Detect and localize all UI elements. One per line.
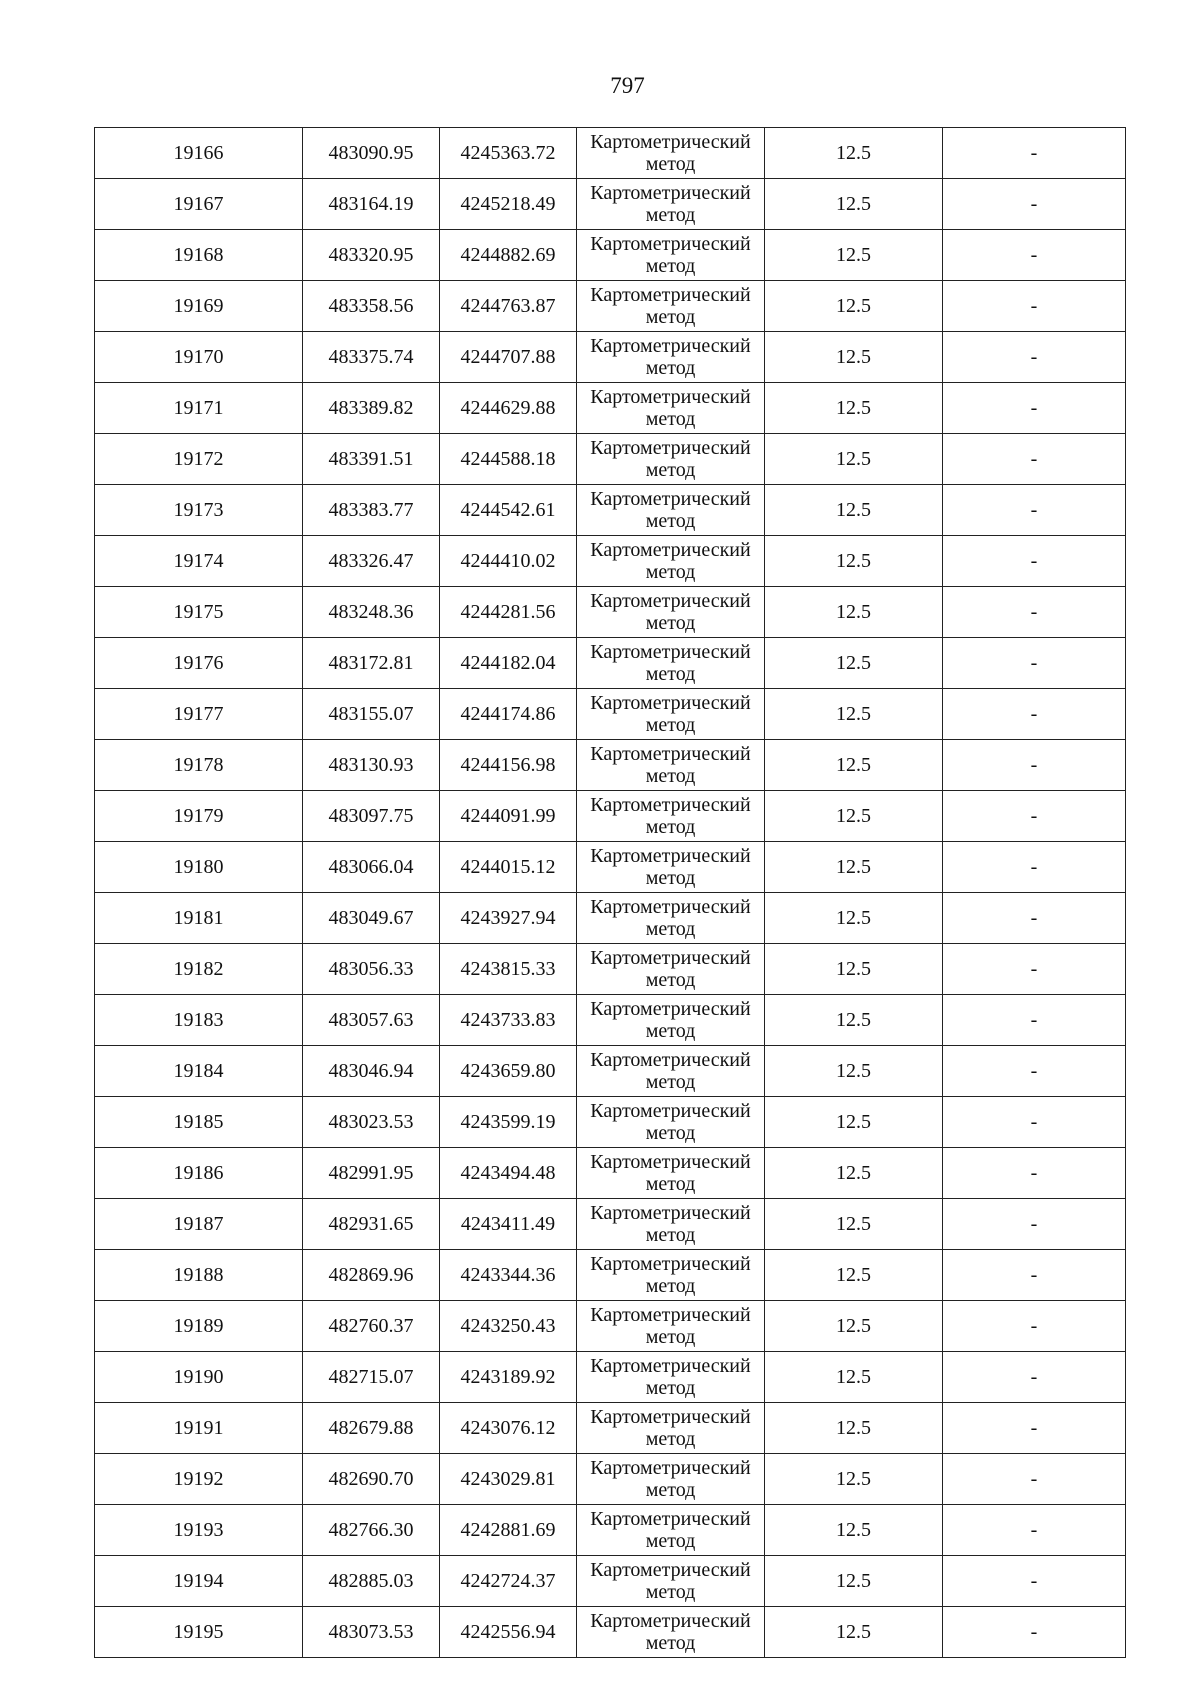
y-coordinate-cell: 4244156.98 bbox=[440, 740, 577, 791]
precision-cell: 12.5 bbox=[765, 536, 943, 587]
method-cell bbox=[577, 1250, 765, 1301]
precision-cell: 12.5 bbox=[765, 638, 943, 689]
y-coordinate-cell: 4243076.12 bbox=[440, 1403, 577, 1454]
coordinates-table bbox=[94, 127, 1126, 1658]
method-cell bbox=[577, 536, 765, 587]
x-coordinate-cell: 483383.77 bbox=[303, 485, 440, 536]
page-number: 797 bbox=[610, 73, 645, 98]
x-coordinate-cell: 482690.70 bbox=[303, 1454, 440, 1505]
table-row bbox=[95, 1097, 1126, 1148]
method-line-2: метод bbox=[645, 204, 696, 226]
y-coordinate-cell: 4243411.49 bbox=[440, 1199, 577, 1250]
table-row bbox=[95, 332, 1126, 383]
point-id-cell: 19188 bbox=[95, 1250, 303, 1301]
coordinates-table-container bbox=[94, 127, 1125, 1658]
method-line-2: метод bbox=[645, 1275, 696, 1297]
method-line-2: метод bbox=[645, 1632, 696, 1654]
method-cell bbox=[577, 1505, 765, 1556]
method-line-1: Картометрический bbox=[590, 590, 751, 612]
y-coordinate-cell: 4243250.43 bbox=[440, 1301, 577, 1352]
x-coordinate-cell: 482869.96 bbox=[303, 1250, 440, 1301]
table-row bbox=[95, 1250, 1126, 1301]
point-id-cell: 19166 bbox=[95, 128, 303, 179]
method-cell bbox=[577, 1301, 765, 1352]
method-line-2: метод bbox=[645, 408, 696, 430]
point-id-cell: 19176 bbox=[95, 638, 303, 689]
point-id-cell: 19183 bbox=[95, 995, 303, 1046]
precision-cell: 12.5 bbox=[765, 485, 943, 536]
x-coordinate-cell: 483248.36 bbox=[303, 587, 440, 638]
note-cell: - bbox=[943, 1148, 1126, 1199]
y-coordinate-cell: 4243599.19 bbox=[440, 1097, 577, 1148]
method-cell bbox=[577, 587, 765, 638]
y-coordinate-cell: 4243733.83 bbox=[440, 995, 577, 1046]
method-line-2: метод bbox=[645, 459, 696, 481]
method-line-1: Картометрический bbox=[590, 1406, 751, 1428]
y-coordinate-cell: 4244182.04 bbox=[440, 638, 577, 689]
table-row bbox=[95, 740, 1126, 791]
x-coordinate-cell: 483164.19 bbox=[303, 179, 440, 230]
point-id-cell: 19178 bbox=[95, 740, 303, 791]
note-cell: - bbox=[943, 1199, 1126, 1250]
y-coordinate-cell: 4242556.94 bbox=[440, 1607, 577, 1658]
table-row bbox=[95, 587, 1126, 638]
y-coordinate-cell: 4242881.69 bbox=[440, 1505, 577, 1556]
method-cell bbox=[577, 1046, 765, 1097]
note-cell: - bbox=[943, 740, 1126, 791]
y-coordinate-cell: 4243815.33 bbox=[440, 944, 577, 995]
y-coordinate-cell: 4243029.81 bbox=[440, 1454, 577, 1505]
point-id-cell: 19181 bbox=[95, 893, 303, 944]
x-coordinate-cell: 482760.37 bbox=[303, 1301, 440, 1352]
y-coordinate-cell: 4244707.88 bbox=[440, 332, 577, 383]
method-line-2: метод bbox=[645, 714, 696, 736]
note-cell: - bbox=[943, 1403, 1126, 1454]
note-cell: - bbox=[943, 1505, 1126, 1556]
x-coordinate-cell: 483155.07 bbox=[303, 689, 440, 740]
method-cell bbox=[577, 281, 765, 332]
x-coordinate-cell: 483066.04 bbox=[303, 842, 440, 893]
precision-cell: 12.5 bbox=[765, 230, 943, 281]
note-cell: - bbox=[943, 995, 1126, 1046]
precision-cell: 12.5 bbox=[765, 1556, 943, 1607]
method-line-1: Картометрический bbox=[590, 794, 751, 816]
table-row bbox=[95, 536, 1126, 587]
point-id-cell: 19172 bbox=[95, 434, 303, 485]
method-line-1: Картометрический bbox=[590, 1151, 751, 1173]
method-line-1: Картометрический bbox=[590, 1202, 751, 1224]
method-line-1: Картометрический bbox=[590, 335, 751, 357]
point-id-cell: 19177 bbox=[95, 689, 303, 740]
method-line-1: Картометрический bbox=[590, 947, 751, 969]
point-id-cell: 19173 bbox=[95, 485, 303, 536]
table-row bbox=[95, 995, 1126, 1046]
method-line-2: метод bbox=[645, 612, 696, 634]
point-id-cell: 19169 bbox=[95, 281, 303, 332]
method-line-1: Картометрический bbox=[590, 1100, 751, 1122]
point-id-cell: 19175 bbox=[95, 587, 303, 638]
precision-cell: 12.5 bbox=[765, 1454, 943, 1505]
method-line-2: метод bbox=[645, 1173, 696, 1195]
method-line-1: Картометрический bbox=[590, 1610, 751, 1632]
x-coordinate-cell: 483375.74 bbox=[303, 332, 440, 383]
note-cell: - bbox=[943, 1250, 1126, 1301]
method-cell bbox=[577, 383, 765, 434]
method-line-1: Картометрический bbox=[590, 1559, 751, 1581]
note-cell: - bbox=[943, 1046, 1126, 1097]
y-coordinate-cell: 4244542.61 bbox=[440, 485, 577, 536]
method-line-1: Картометрический bbox=[590, 284, 751, 306]
table-row bbox=[95, 893, 1126, 944]
point-id-cell: 19184 bbox=[95, 1046, 303, 1097]
point-id-cell: 19190 bbox=[95, 1352, 303, 1403]
precision-cell: 12.5 bbox=[765, 1097, 943, 1148]
note-cell: - bbox=[943, 1097, 1126, 1148]
table-row bbox=[95, 1301, 1126, 1352]
table-row bbox=[95, 1607, 1126, 1658]
note-cell: - bbox=[943, 893, 1126, 944]
y-coordinate-cell: 4243927.94 bbox=[440, 893, 577, 944]
method-line-2: метод bbox=[645, 1530, 696, 1552]
method-line-1: Картометрический bbox=[590, 182, 751, 204]
table-row bbox=[95, 230, 1126, 281]
point-id-cell: 19189 bbox=[95, 1301, 303, 1352]
method-line-2: метод bbox=[645, 153, 696, 175]
method-line-2: метод bbox=[645, 510, 696, 532]
table-row bbox=[95, 791, 1126, 842]
method-cell bbox=[577, 740, 765, 791]
y-coordinate-cell: 4244410.02 bbox=[440, 536, 577, 587]
method-cell bbox=[577, 1556, 765, 1607]
method-line-1: Картометрический bbox=[590, 845, 751, 867]
method-line-2: метод bbox=[645, 1581, 696, 1603]
method-line-1: Картометрический bbox=[590, 1355, 751, 1377]
method-line-1: Картометрический bbox=[590, 1253, 751, 1275]
precision-cell: 12.5 bbox=[765, 740, 943, 791]
method-line-2: метод bbox=[645, 1071, 696, 1093]
precision-cell: 12.5 bbox=[765, 1403, 943, 1454]
x-coordinate-cell: 483090.95 bbox=[303, 128, 440, 179]
note-cell: - bbox=[943, 383, 1126, 434]
method-line-2: метод bbox=[645, 1377, 696, 1399]
method-line-2: метод bbox=[645, 1479, 696, 1501]
method-cell bbox=[577, 893, 765, 944]
precision-cell: 12.5 bbox=[765, 842, 943, 893]
y-coordinate-cell: 4244763.87 bbox=[440, 281, 577, 332]
method-line-2: метод bbox=[645, 969, 696, 991]
point-id-cell: 19195 bbox=[95, 1607, 303, 1658]
precision-cell: 12.5 bbox=[765, 689, 943, 740]
x-coordinate-cell: 483073.53 bbox=[303, 1607, 440, 1658]
note-cell: - bbox=[943, 434, 1126, 485]
precision-cell: 12.5 bbox=[765, 1046, 943, 1097]
note-cell: - bbox=[943, 230, 1126, 281]
point-id-cell: 19194 bbox=[95, 1556, 303, 1607]
x-coordinate-cell: 482885.03 bbox=[303, 1556, 440, 1607]
x-coordinate-cell: 483391.51 bbox=[303, 434, 440, 485]
precision-cell: 12.5 bbox=[765, 1301, 943, 1352]
table-row bbox=[95, 842, 1126, 893]
table-row bbox=[95, 281, 1126, 332]
y-coordinate-cell: 4244629.88 bbox=[440, 383, 577, 434]
x-coordinate-cell: 483056.33 bbox=[303, 944, 440, 995]
x-coordinate-cell: 483172.81 bbox=[303, 638, 440, 689]
note-cell: - bbox=[943, 944, 1126, 995]
table-row bbox=[95, 1352, 1126, 1403]
method-line-2: метод bbox=[645, 1224, 696, 1246]
note-cell: - bbox=[943, 587, 1126, 638]
y-coordinate-cell: 4243494.48 bbox=[440, 1148, 577, 1199]
precision-cell: 12.5 bbox=[765, 281, 943, 332]
point-id-cell: 19180 bbox=[95, 842, 303, 893]
table-row bbox=[95, 485, 1126, 536]
note-cell: - bbox=[943, 638, 1126, 689]
method-cell bbox=[577, 1148, 765, 1199]
point-id-cell: 19187 bbox=[95, 1199, 303, 1250]
note-cell: - bbox=[943, 1454, 1126, 1505]
method-cell bbox=[577, 1607, 765, 1658]
method-line-1: Картометрический bbox=[590, 1304, 751, 1326]
method-line-1: Картометрический bbox=[590, 692, 751, 714]
method-cell bbox=[577, 1352, 765, 1403]
y-coordinate-cell: 4243189.92 bbox=[440, 1352, 577, 1403]
method-cell bbox=[577, 230, 765, 281]
note-cell: - bbox=[943, 332, 1126, 383]
point-id-cell: 19179 bbox=[95, 791, 303, 842]
method-cell bbox=[577, 791, 765, 842]
method-line-2: метод bbox=[645, 561, 696, 583]
table-row bbox=[95, 1403, 1126, 1454]
method-line-2: метод bbox=[645, 1326, 696, 1348]
precision-cell: 12.5 bbox=[765, 434, 943, 485]
precision-cell: 12.5 bbox=[765, 332, 943, 383]
table-row bbox=[95, 1556, 1126, 1607]
method-cell bbox=[577, 995, 765, 1046]
note-cell: - bbox=[943, 128, 1126, 179]
note-cell: - bbox=[943, 689, 1126, 740]
method-line-1: Картометрический bbox=[590, 1457, 751, 1479]
method-cell bbox=[577, 1454, 765, 1505]
method-cell bbox=[577, 1097, 765, 1148]
table-body bbox=[95, 128, 1126, 1658]
x-coordinate-cell: 483023.53 bbox=[303, 1097, 440, 1148]
note-cell: - bbox=[943, 536, 1126, 587]
y-coordinate-cell: 4243659.80 bbox=[440, 1046, 577, 1097]
method-cell bbox=[577, 434, 765, 485]
method-cell bbox=[577, 638, 765, 689]
method-line-1: Картометрический bbox=[590, 641, 751, 663]
method-cell bbox=[577, 332, 765, 383]
method-cell bbox=[577, 944, 765, 995]
method-line-2: метод bbox=[645, 867, 696, 889]
method-line-1: Картометрический bbox=[590, 1508, 751, 1530]
x-coordinate-cell: 483130.93 bbox=[303, 740, 440, 791]
method-line-2: метод bbox=[645, 255, 696, 277]
x-coordinate-cell: 483358.56 bbox=[303, 281, 440, 332]
table-row bbox=[95, 1148, 1126, 1199]
method-line-2: метод bbox=[645, 918, 696, 940]
y-coordinate-cell: 4244015.12 bbox=[440, 842, 577, 893]
point-id-cell: 19171 bbox=[95, 383, 303, 434]
method-line-2: метод bbox=[645, 1020, 696, 1042]
note-cell: - bbox=[943, 1556, 1126, 1607]
method-line-1: Картометрический bbox=[590, 1049, 751, 1071]
table-row bbox=[95, 383, 1126, 434]
method-line-2: метод bbox=[645, 306, 696, 328]
point-id-cell: 19167 bbox=[95, 179, 303, 230]
point-id-cell: 19193 bbox=[95, 1505, 303, 1556]
note-cell: - bbox=[943, 791, 1126, 842]
note-cell: - bbox=[943, 1352, 1126, 1403]
y-coordinate-cell: 4243344.36 bbox=[440, 1250, 577, 1301]
method-cell bbox=[577, 1403, 765, 1454]
method-cell bbox=[577, 179, 765, 230]
point-id-cell: 19168 bbox=[95, 230, 303, 281]
method-line-1: Картометрический bbox=[590, 437, 751, 459]
precision-cell: 12.5 bbox=[765, 1148, 943, 1199]
method-line-1: Картометрический bbox=[590, 998, 751, 1020]
y-coordinate-cell: 4244588.18 bbox=[440, 434, 577, 485]
precision-cell: 12.5 bbox=[765, 995, 943, 1046]
x-coordinate-cell: 482991.95 bbox=[303, 1148, 440, 1199]
precision-cell: 12.5 bbox=[765, 1199, 943, 1250]
method-line-2: метод bbox=[645, 1428, 696, 1450]
method-line-2: метод bbox=[645, 816, 696, 838]
point-id-cell: 19182 bbox=[95, 944, 303, 995]
method-line-2: метод bbox=[645, 765, 696, 787]
note-cell: - bbox=[943, 485, 1126, 536]
x-coordinate-cell: 483320.95 bbox=[303, 230, 440, 281]
method-cell bbox=[577, 1199, 765, 1250]
method-line-1: Картометрический bbox=[590, 896, 751, 918]
y-coordinate-cell: 4244882.69 bbox=[440, 230, 577, 281]
table-row bbox=[95, 1454, 1126, 1505]
x-coordinate-cell: 482931.65 bbox=[303, 1199, 440, 1250]
table-row bbox=[95, 434, 1126, 485]
y-coordinate-cell: 4245363.72 bbox=[440, 128, 577, 179]
x-coordinate-cell: 483326.47 bbox=[303, 536, 440, 587]
x-coordinate-cell: 482715.07 bbox=[303, 1352, 440, 1403]
y-coordinate-cell: 4244091.99 bbox=[440, 791, 577, 842]
table-row bbox=[95, 638, 1126, 689]
method-line-2: метод bbox=[645, 357, 696, 379]
point-id-cell: 19174 bbox=[95, 536, 303, 587]
note-cell: - bbox=[943, 1607, 1126, 1658]
note-cell: - bbox=[943, 281, 1126, 332]
precision-cell: 12.5 bbox=[765, 1505, 943, 1556]
point-id-cell: 19170 bbox=[95, 332, 303, 383]
method-line-1: Картометрический bbox=[590, 386, 751, 408]
precision-cell: 12.5 bbox=[765, 1607, 943, 1658]
method-cell bbox=[577, 485, 765, 536]
x-coordinate-cell: 482766.30 bbox=[303, 1505, 440, 1556]
precision-cell: 12.5 bbox=[765, 1250, 943, 1301]
table-row bbox=[95, 1505, 1126, 1556]
method-line-1: Картометрический bbox=[590, 233, 751, 255]
x-coordinate-cell: 483389.82 bbox=[303, 383, 440, 434]
precision-cell: 12.5 bbox=[765, 179, 943, 230]
method-line-2: метод bbox=[645, 663, 696, 685]
y-coordinate-cell: 4245218.49 bbox=[440, 179, 577, 230]
method-line-1: Картометрический bbox=[590, 131, 751, 153]
note-cell: - bbox=[943, 842, 1126, 893]
note-cell: - bbox=[943, 1301, 1126, 1352]
x-coordinate-cell: 483046.94 bbox=[303, 1046, 440, 1097]
x-coordinate-cell: 482679.88 bbox=[303, 1403, 440, 1454]
table-row bbox=[95, 689, 1126, 740]
y-coordinate-cell: 4242724.37 bbox=[440, 1556, 577, 1607]
precision-cell: 12.5 bbox=[765, 944, 943, 995]
method-line-1: Картометрический bbox=[590, 488, 751, 510]
x-coordinate-cell: 483057.63 bbox=[303, 995, 440, 1046]
method-cell bbox=[577, 128, 765, 179]
table-row bbox=[95, 1199, 1126, 1250]
method-line-1: Картометрический bbox=[590, 743, 751, 765]
method-line-1: Картометрический bbox=[590, 539, 751, 561]
note-cell: - bbox=[943, 179, 1126, 230]
method-line-2: метод bbox=[645, 1122, 696, 1144]
point-id-cell: 19185 bbox=[95, 1097, 303, 1148]
precision-cell: 12.5 bbox=[765, 128, 943, 179]
x-coordinate-cell: 483049.67 bbox=[303, 893, 440, 944]
table-row bbox=[95, 128, 1126, 179]
table-row bbox=[95, 1046, 1126, 1097]
precision-cell: 12.5 bbox=[765, 1352, 943, 1403]
precision-cell: 12.5 bbox=[765, 893, 943, 944]
point-id-cell: 19192 bbox=[95, 1454, 303, 1505]
precision-cell: 12.5 bbox=[765, 587, 943, 638]
table-row bbox=[95, 944, 1126, 995]
table-row bbox=[95, 179, 1126, 230]
y-coordinate-cell: 4244281.56 bbox=[440, 587, 577, 638]
x-coordinate-cell: 483097.75 bbox=[303, 791, 440, 842]
method-cell bbox=[577, 842, 765, 893]
point-id-cell: 19186 bbox=[95, 1148, 303, 1199]
y-coordinate-cell: 4244174.86 bbox=[440, 689, 577, 740]
method-cell bbox=[577, 689, 765, 740]
precision-cell: 12.5 bbox=[765, 383, 943, 434]
point-id-cell: 19191 bbox=[95, 1403, 303, 1454]
precision-cell: 12.5 bbox=[765, 791, 943, 842]
